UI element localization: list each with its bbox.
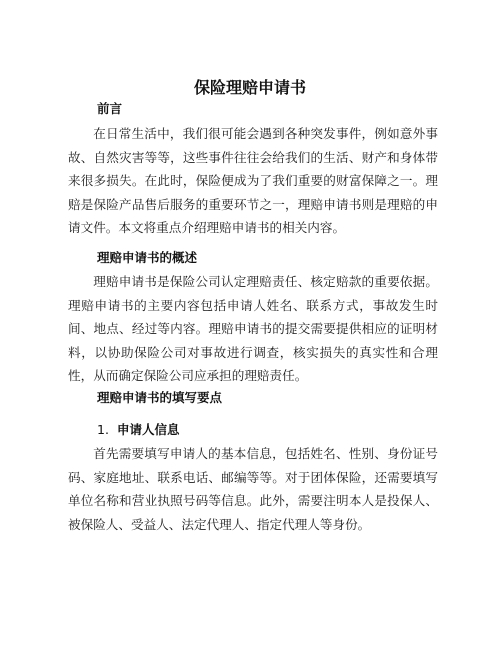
document-title: 保险理赔申请书	[193, 78, 306, 97]
paragraph-preface: 在日常生活中，我们很可能会遇到各种突发事件，例如意外事故、自然灾害等等，这些事件往往会给我们的生活、财产和身体带来很多损失。在此时，保险便成为了我们重要的财富保障之一。理赔是保险产品售后服务的重要环节之一，理赔申请书则是理赔的申请文件。本文将重点介绍理赔申请书的相关内容。	[68, 126, 438, 236]
paragraph-applicant-info: 首先需要填写申请人的基本信息，包括姓名、性别、身份证号码、家庭地址、联系电话、邮编等等。对于团体保险，还需要填写单位名称和营业执照号码等信息。此外，需要注明本人是投保人、被保险人、受益人、法定代理人、指定代理人等身份。	[68, 446, 438, 532]
subsection-heading-applicant-info	[97, 422, 180, 438]
subsection-title: 申请人信息	[117, 422, 180, 437]
section-heading-preface: 前言	[97, 101, 123, 116]
section-heading-overview: 理赔申请书的概述	[97, 250, 198, 265]
section-heading-filling-points: 理赔申请书的填写要点	[97, 390, 223, 405]
subsection-number: 1.	[97, 422, 109, 437]
paragraph-overview: 理赔申请书是保险公司认定理赔责任、核定赔款的重要依据。理赔申请书的主要内容包括申请人姓名、联系方式，事故发生时间、地点、经过等内容。理赔申请书的提交需要提供相应的证明材料，以协助保险公司对事故进行调查，核实损失的真实性和合理性，从而确定保险公司应承担的理赔责任。	[68, 274, 438, 384]
